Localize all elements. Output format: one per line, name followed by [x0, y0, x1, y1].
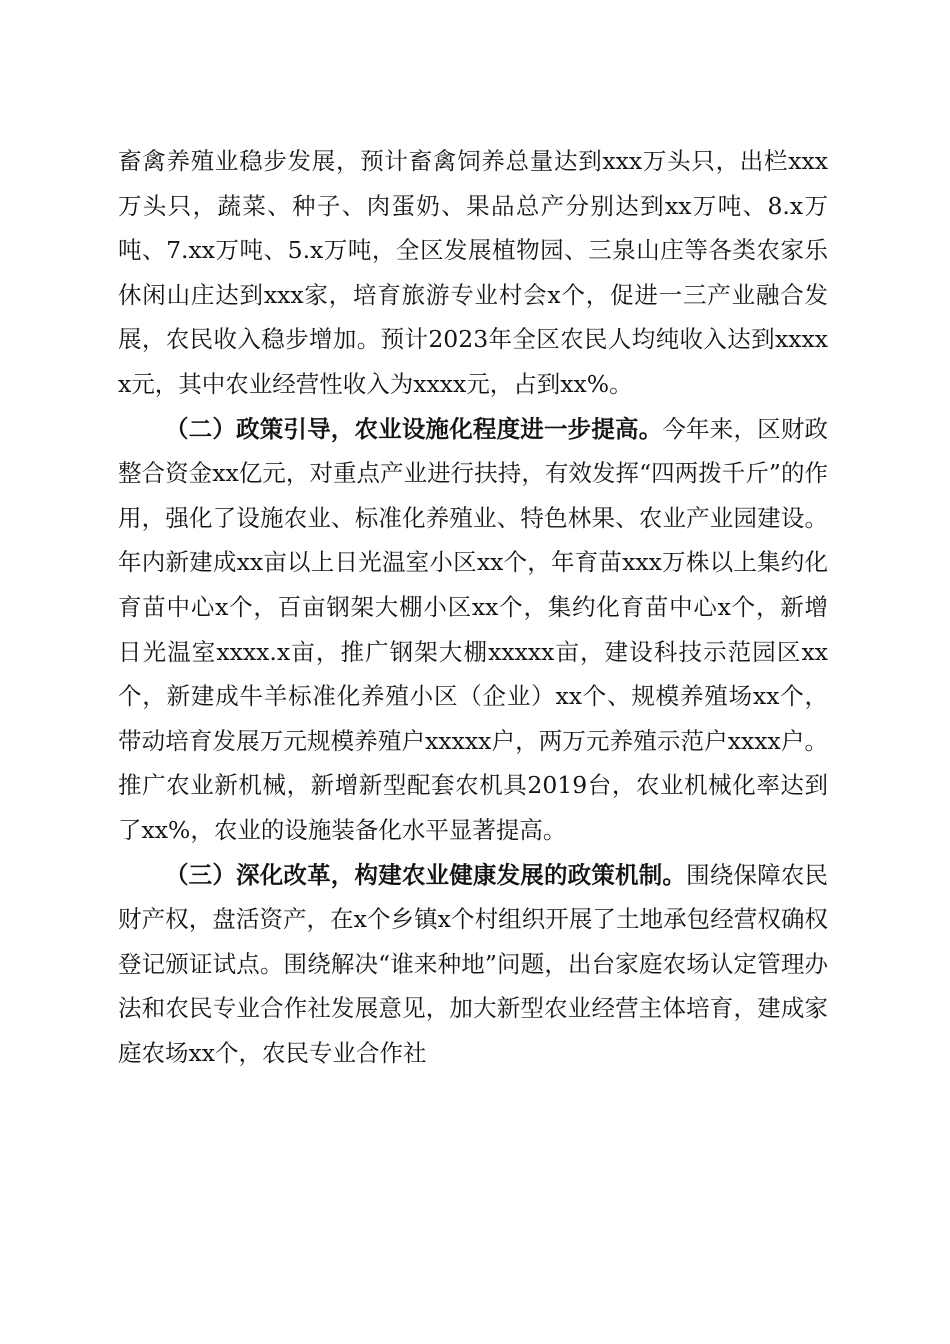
paragraph-1-text: 畜禽养殖业稳步发展，预计畜禽饲养总量达到xxx万头只，出栏xxx万头只，蔬菜、种子、肉蛋奶、果品总产分别达到xx万吨、8.x万吨、7.xx万吨、5.x万吨，全区发展植物园、三泉山庄等各类农家乐休闲山庄达到xxx家，培育旅游专业村会x个，促进一三产业融合发展，农民收入稳步增加。预计2023年全区农民人均纯收入达到xxxxx元，其中农业经营性收入为xxxx元，占到xx%。 [118, 147, 828, 398]
paragraph-2-text: 今年来，区财政整合资金xx亿元，对重点产业进行扶持，有效发挥“四两拨千斤”的作用，强化了设施农业、标准化养殖业、特色林果、农业产业园建设。年内新建成xx亩以上日光温室小区xx个，年育苗xxx万株以上集约化育苗中心x个，百亩钢架大棚小区xx个，集约化育苗中心x个，新增日光温室xxxx.x亩，推广钢架大棚xxxxx亩，建设科技示范园区xx个，新建成牛羊标准化养殖小区（企业）xx个、规模养殖场xx个，带动培育发展万元规模养殖户xxxxx户，两万元养殖示范户xxxx户。推广农业新机械，新增新型配套农机具2019台，农业机械化率达到了xx%，农业的设施装备化水平显著提高。 [118, 414, 829, 844]
paragraph-2 [118, 407, 828, 853]
document-page [118, 139, 828, 1075]
paragraph-2-heading: （二）政策引导，农业设施化程度进一步提高。 [165, 414, 663, 443]
paragraph-3-heading: （三）深化改革，构建农业健康发展的政策机制。 [165, 860, 687, 889]
paragraph-1 [118, 139, 828, 407]
paragraph-3-text: 围绕保障农民财产权，盘活资产，在x个乡镇x个村组织开展了土地承包经营权确权登记颁证试点。围绕解决“谁来种地”问题，出台家庭农场认定管理办法和农民专业合作社发展意见，加大新型农业经营主体培育，建成家庭农场xx个，农民专业合作社 [118, 860, 829, 1067]
paragraph-3 [118, 853, 828, 1076]
